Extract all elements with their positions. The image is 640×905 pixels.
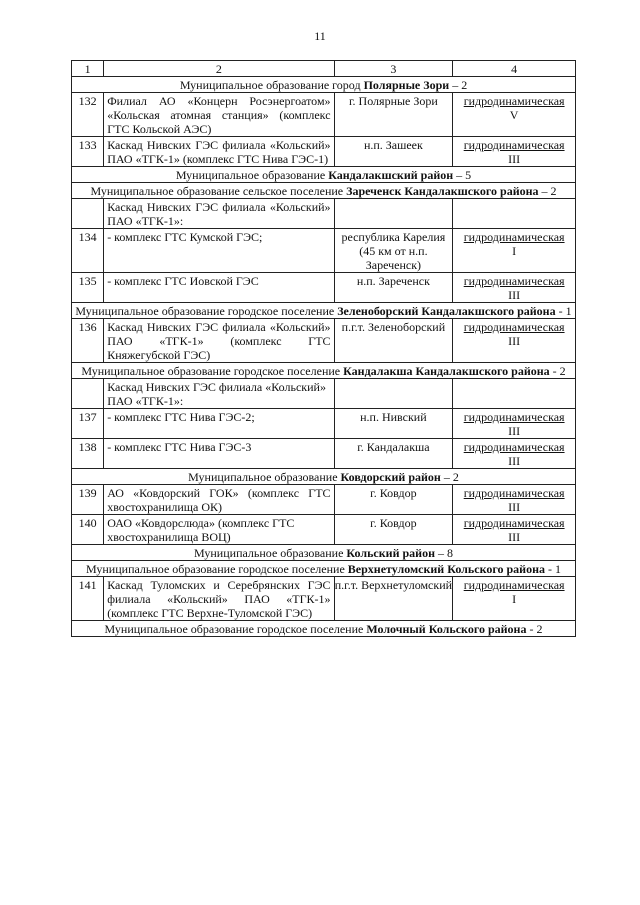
- empty-cell: [72, 379, 104, 409]
- section-heading: Муниципальное образование сельское поселение Зареченск Кандалакшского района – 2: [72, 183, 576, 199]
- section-heading: Муниципальное образование Ковдорский район – 2: [72, 469, 576, 485]
- table-header-row: [72, 61, 576, 77]
- empty-cell: [334, 199, 453, 229]
- object-location: п.г.т. Верхнетуломский: [334, 577, 453, 621]
- object-location: г. Полярные Зори: [334, 93, 453, 137]
- object-name: АО «Ковдорский ГОК» (комплекс ГТС хвостохранилища ОК): [104, 485, 334, 515]
- empty-cell: [334, 379, 453, 409]
- section-row: [72, 621, 576, 637]
- page-number: 11: [314, 29, 326, 43]
- section-row: [72, 183, 576, 199]
- object-name: - комплекс ГТС Иовской ГЭС: [104, 273, 334, 303]
- object-name: Филиал АО «Концерн Росэнергоатом» «Кольская атомная станция» (комплекс ГТС Кольской АЭС): [104, 93, 334, 137]
- table-row: [72, 515, 576, 545]
- hydraulic-structures-table: [71, 60, 576, 637]
- table-row: [72, 273, 576, 303]
- object-location: г. Ковдор: [334, 485, 453, 515]
- object-name: Каскад Нивских ГЭС филиала «Кольский» ПАО «ТГК-1» (комплекс ГТС Нива ГЭС-1): [104, 137, 334, 167]
- object-location: п.г.т. Зеленоборский: [334, 319, 453, 363]
- hazard-class: гидродинамическая III: [453, 515, 576, 545]
- row-number: 135: [72, 273, 104, 303]
- object-location: республика Карелия (45 км от н.п. Зареченск): [334, 229, 453, 273]
- object-name: Каскад Туломских и Серебрянских ГЭС филиала «Кольский» ПАО «ТГК-1» (комплекс ГТС Верхне-Туломской ГЭС): [104, 577, 334, 621]
- row-number: 134: [72, 229, 104, 273]
- empty-cell: [453, 379, 576, 409]
- section-row: [72, 561, 576, 577]
- object-location: н.п. Нивский: [334, 409, 453, 439]
- section-row: [72, 77, 576, 93]
- object-name: - комплекс ГТС Кумской ГЭС;: [104, 229, 334, 273]
- table-row: [72, 409, 576, 439]
- header-col-3: 3: [334, 61, 453, 77]
- empty-cell: [453, 199, 576, 229]
- object-name: ОАО «Ковдорслюда» (комплекс ГТС хвостохранилища ВОЦ): [104, 515, 334, 545]
- section-heading: Муниципальное образование городское поселение Молочный Кольского района - 2: [72, 621, 576, 637]
- row-number: 140: [72, 515, 104, 545]
- hazard-class: гидродинамическая I: [453, 229, 576, 273]
- table-row: [72, 485, 576, 515]
- section-row: [72, 469, 576, 485]
- section-heading: Муниципальное образование городское поселение Верхнетуломский Кольского района - 1: [72, 561, 576, 577]
- object-location: н.п. Зареченск: [334, 273, 453, 303]
- table-row: [72, 137, 576, 167]
- row-number: 139: [72, 485, 104, 515]
- hazard-class: гидродинамическая III: [453, 319, 576, 363]
- object-location: г. Ковдор: [334, 515, 453, 545]
- hazard-class: гидродинамическая V: [453, 93, 576, 137]
- hazard-class: гидродинамическая III: [453, 273, 576, 303]
- hazard-class: гидродинамическая III: [453, 137, 576, 167]
- section-row: [72, 363, 576, 379]
- object-name: - комплекс ГТС Нива ГЭС-2;: [104, 409, 334, 439]
- object-location: г. Кандалакша: [334, 439, 453, 469]
- table-row: [72, 93, 576, 137]
- table-row: [72, 229, 576, 273]
- row-number: 141: [72, 577, 104, 621]
- group-row: [72, 199, 576, 229]
- table-row: [72, 577, 576, 621]
- object-name: Каскад Нивских ГЭС филиала «Кольский» ПАО «ТГК-1» (комплекс ГТС Княжегубской ГЭС): [104, 319, 334, 363]
- hazard-class: гидродинамическая III: [453, 409, 576, 439]
- section-heading: Муниципальное образование город Полярные Зори – 2: [72, 77, 576, 93]
- section-row: [72, 167, 576, 183]
- row-number: 138: [72, 439, 104, 469]
- row-number: 137: [72, 409, 104, 439]
- section-heading: Муниципальное образование Кандалакшский район – 5: [72, 167, 576, 183]
- section-row: [72, 303, 576, 319]
- empty-cell: [72, 199, 104, 229]
- table-row: [72, 439, 576, 469]
- header-col-1: 1: [72, 61, 104, 77]
- object-location: н.п. Зашеек: [334, 137, 453, 167]
- table-row: [72, 319, 576, 363]
- group-name: Каскад Нивских ГЭС филиала «Кольский» ПАО «ТГК-1»:: [104, 199, 334, 229]
- section-row: [72, 545, 576, 561]
- object-name: - комплекс ГТС Нива ГЭС-3: [104, 439, 334, 469]
- group-name: Каскад Нивских ГЭС филиала «Кольский» ПАО «ТГК-1»:: [104, 379, 334, 409]
- header-col-2: 2: [104, 61, 334, 77]
- section-heading: Муниципальное образование городское поселение Кандалакша Кандалакшского района - 2: [72, 363, 576, 379]
- header-col-4: 4: [453, 61, 576, 77]
- row-number: 133: [72, 137, 104, 167]
- hazard-class: гидродинамическая I: [453, 577, 576, 621]
- section-heading: Муниципальное образование Кольский район – 8: [72, 545, 576, 561]
- hazard-class: гидродинамическая III: [453, 439, 576, 469]
- group-row: [72, 379, 576, 409]
- row-number: 136: [72, 319, 104, 363]
- row-number: 132: [72, 93, 104, 137]
- section-heading: Муниципальное образование городское поселение Зеленоборский Кандалакшского района - 1: [72, 303, 576, 319]
- hazard-class: гидродинамическая III: [453, 485, 576, 515]
